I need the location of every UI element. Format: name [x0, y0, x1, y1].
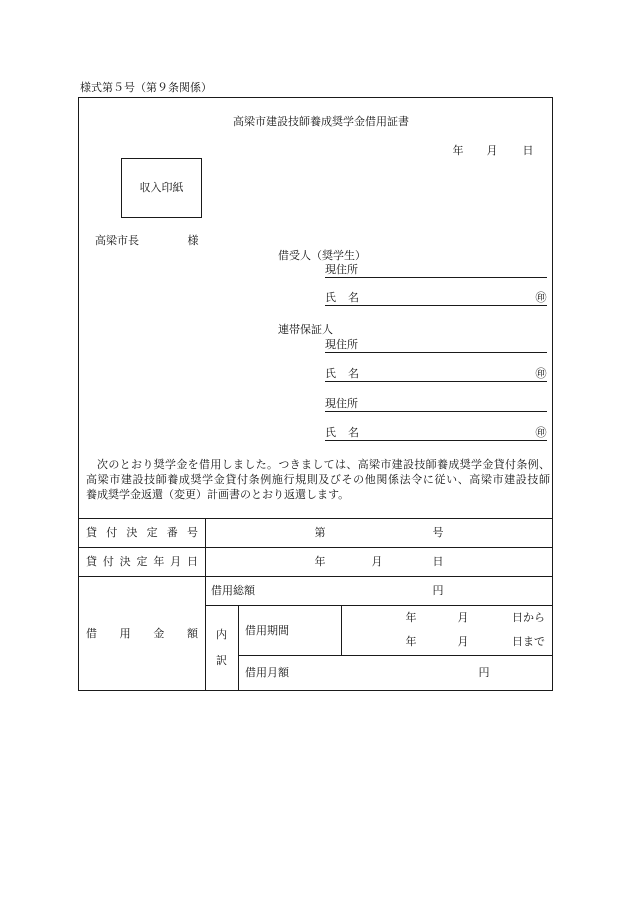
- loan-date-label-cell: [78, 547, 205, 576]
- statement-line: 高梁市建設技師養成奨学金貸付条例施行規則及びその他関係法令に従い、高梁市建設技師: [86, 473, 550, 486]
- addressee-honorific: 様: [187, 234, 199, 247]
- form-number: 様式第５号（第９条関係）: [80, 81, 212, 94]
- loan-date-month-label: 月: [371, 555, 383, 568]
- period-to-day-label: 日まで: [512, 635, 545, 648]
- loan-number-label: 貸付決定番号: [86, 526, 198, 539]
- monthly-amount-cell: [238, 655, 553, 690]
- guarantor-1-seal-mark: ㊞: [535, 367, 547, 380]
- period-from-month-label: 月: [457, 611, 469, 624]
- guarantor-2-address-label: 現住所: [325, 397, 358, 410]
- total-amount-label: 借用総額: [211, 584, 255, 597]
- date-year-label: 年: [452, 144, 464, 157]
- loan-amount-label-cell: [78, 576, 205, 690]
- addressee-name: 高梁市長: [95, 234, 139, 247]
- loan-number-value-cell: [205, 518, 553, 547]
- form-title: 高梁市建設技師養成奨学金借用証書: [233, 115, 409, 128]
- loan-number-suffix: 号: [432, 526, 444, 539]
- loan-number-label-cell: [78, 518, 205, 547]
- loan-date-value-cell: [205, 547, 553, 576]
- guarantor-heading: 連帯保証人: [278, 323, 333, 336]
- date-month-label: 月: [486, 144, 498, 157]
- period-from-year-label: 年: [405, 611, 417, 624]
- total-amount-unit: 円: [432, 584, 444, 597]
- borrower-heading: 借受人（奨学生）: [278, 249, 366, 262]
- guarantor-1-name-field: [325, 367, 547, 382]
- total-amount-cell: [205, 576, 553, 605]
- period-to-month-label: 月: [457, 635, 469, 648]
- breakdown-label: 内訳: [216, 628, 227, 667]
- loan-amount-label: 借用金額: [86, 626, 198, 640]
- guarantor-2-name-field: [325, 426, 547, 441]
- guarantor-2-name-label: 氏名: [325, 426, 359, 439]
- loan-number-prefix: 第: [314, 526, 326, 539]
- guarantor-1-address-field: [325, 338, 547, 353]
- loan-date-year-label: 年: [314, 555, 326, 568]
- statement-paragraph: [86, 457, 550, 502]
- loan-period-label: 借用期間: [245, 623, 289, 637]
- period-from-day-label: 日から: [512, 611, 545, 624]
- guarantor-1-name-label: 氏名: [325, 367, 359, 380]
- borrower-seal-mark: ㊞: [535, 291, 547, 304]
- loan-period-value-cell: [341, 605, 553, 655]
- breakdown-cell: [205, 605, 238, 690]
- borrower-address-label: 現住所: [325, 263, 358, 276]
- guarantor-2-seal-mark: ㊞: [535, 426, 547, 439]
- statement-line: 次のとおり奨学金を借用しました。つきましては、高梁市建設技師養成奨学金貸付条例、: [97, 458, 550, 471]
- borrower-address-field: [325, 263, 547, 278]
- date-day-label: 日: [522, 144, 534, 157]
- loan-period-label-cell: [238, 605, 341, 655]
- loan-date-day-label: 日: [432, 555, 444, 568]
- revenue-stamp-label: 収入印紙: [139, 181, 184, 194]
- period-to-year-label: 年: [405, 635, 417, 648]
- revenue-stamp-box: [121, 158, 202, 218]
- statement-line: 養成奨学金返還（変更）計画書のとおり返還します。: [86, 488, 350, 501]
- borrower-name-field: [325, 291, 547, 306]
- monthly-amount-label: 借用月額: [245, 666, 289, 679]
- borrower-name-label: 氏名: [325, 291, 359, 304]
- guarantor-2-address-field: [325, 397, 547, 412]
- guarantor-1-address-label: 現住所: [325, 338, 358, 351]
- monthly-amount-unit: 円: [478, 666, 490, 679]
- loan-date-label: 貸付決定年月日: [86, 555, 198, 568]
